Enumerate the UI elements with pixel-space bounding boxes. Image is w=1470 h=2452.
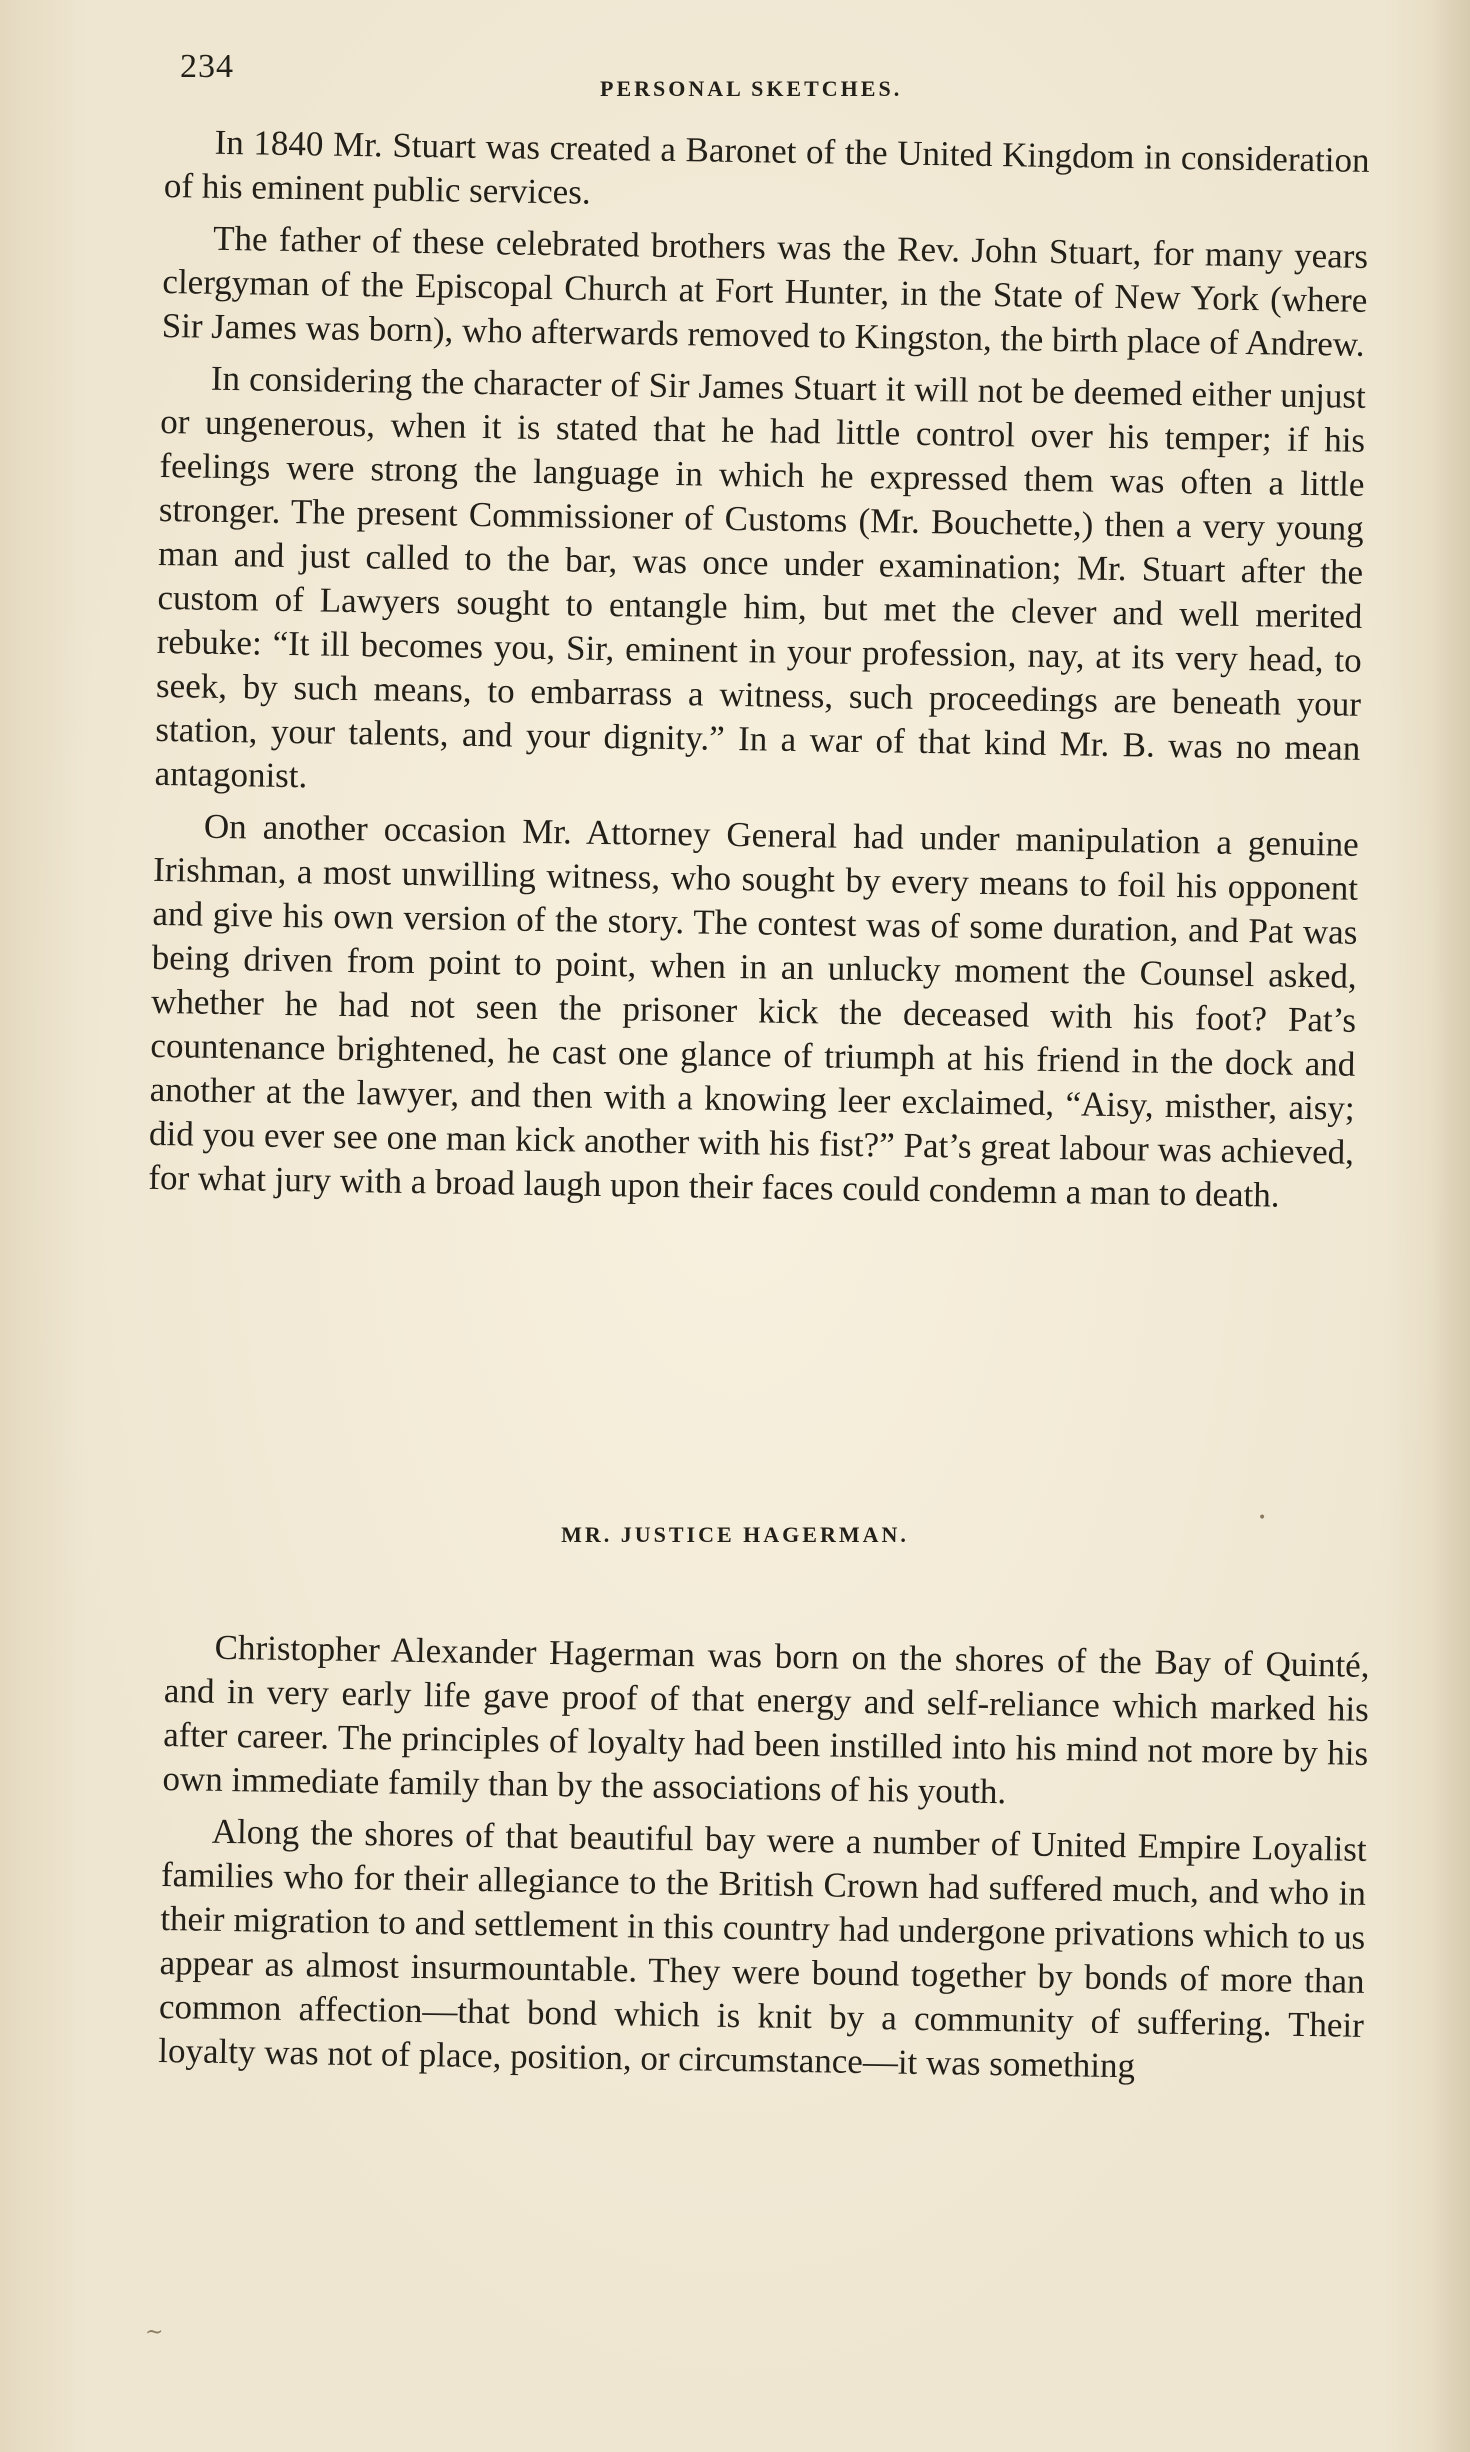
paragraph: Along the shores of that beautiful bay were a number of United Empire Loyalist families who for their allegiance to the British Crown had suffered much, and who in their migration to and settlement in this country had undergone privations which to us appear as almost insurmountable. They were bound together by bonds of more than common affection—that bond which is knit by a community of suffering. Their loyalty was not of place, position, or circumstance—it was something bbox=[158, 1811, 1367, 2086]
paragraph: In 1840 Mr. Stuart was created a Baronet of the United Kingdom in consideration of his eminent public services. bbox=[163, 122, 1370, 212]
paragraph: In considering the character of Sir James Stuart it will not be deemed either unjust or ungenerous, when it is stated that he had little control over his temper; if his feelings were strong the language in which he expressed them was often a little stronger. The present Commissioner of Customs (Mr. Bouchette,) then a very young man and just called to the bar, was once under examination; Mr. Stuart after the custom of Lawyers sought to entangle him, but met the clever and well merited rebuke: “It ill becomes you, Sir, eminent in your profession, nay, at its very head, to seek, by such means, to embarrass a witness, such proceedings are beneath your station, your talents, and your dignity.” In a war of that kind Mr. B. was no mean antagonist. bbox=[154, 358, 1367, 796]
running-head bbox=[180, 48, 1380, 108]
body-text-hagerman bbox=[158, 1625, 1370, 2100]
page-number: 234 bbox=[180, 48, 234, 85]
body-text-stuart bbox=[148, 120, 1370, 1227]
ink-smudge-icon: ~ bbox=[145, 2320, 164, 2345]
section-heading: MR. JUSTICE HAGERMAN. bbox=[561, 1522, 909, 1547]
ink-spot-icon: • bbox=[1258, 1510, 1267, 1526]
paragraph: Christopher Alexander Hagerman was born on the shores of the Bay of Quinté, and in very early life gave proof of that energy and self-reliance which marked his after career. The principles of loyalty had been instilled into his mind not more by his own immediate family than by the associations of his youth. bbox=[162, 1627, 1370, 1812]
page-edge-shadow bbox=[1430, 0, 1470, 2452]
paragraph: The father of these celebrated brothers was the Rev. John Stuart, for many years clergyman of the Episcopal Church at Fort Hunter, in the State of New York (where Sir James was born), who afterwards removed to Kingston, the birth place of Andrew. bbox=[161, 218, 1369, 364]
paragraph: On another occasion Mr. Attorney General had under manipulation a genuine Irishman, a most unwilling witness, who sought by every means to foil his opponent and give his own version of the story. The contest was of some duration, and Pat was being driven from point to point, when in an unlucky moment the Counsel asked, whether he had not seen the prisoner kick the deceased with his foot? Pat’s countenance brightened, he cast one glance of triumph at his friend in the dock and another at the lawyer, and then with a knowing leer exclaimed, “Aisy, misther, aisy; did you ever see one man kick another with his fist?” Pat’s great labour was achieved, for what jury with a broad laugh upon their faces could condemn a man to death. bbox=[148, 806, 1360, 1215]
running-head-title: PERSONAL SKETCHES. bbox=[600, 76, 903, 101]
